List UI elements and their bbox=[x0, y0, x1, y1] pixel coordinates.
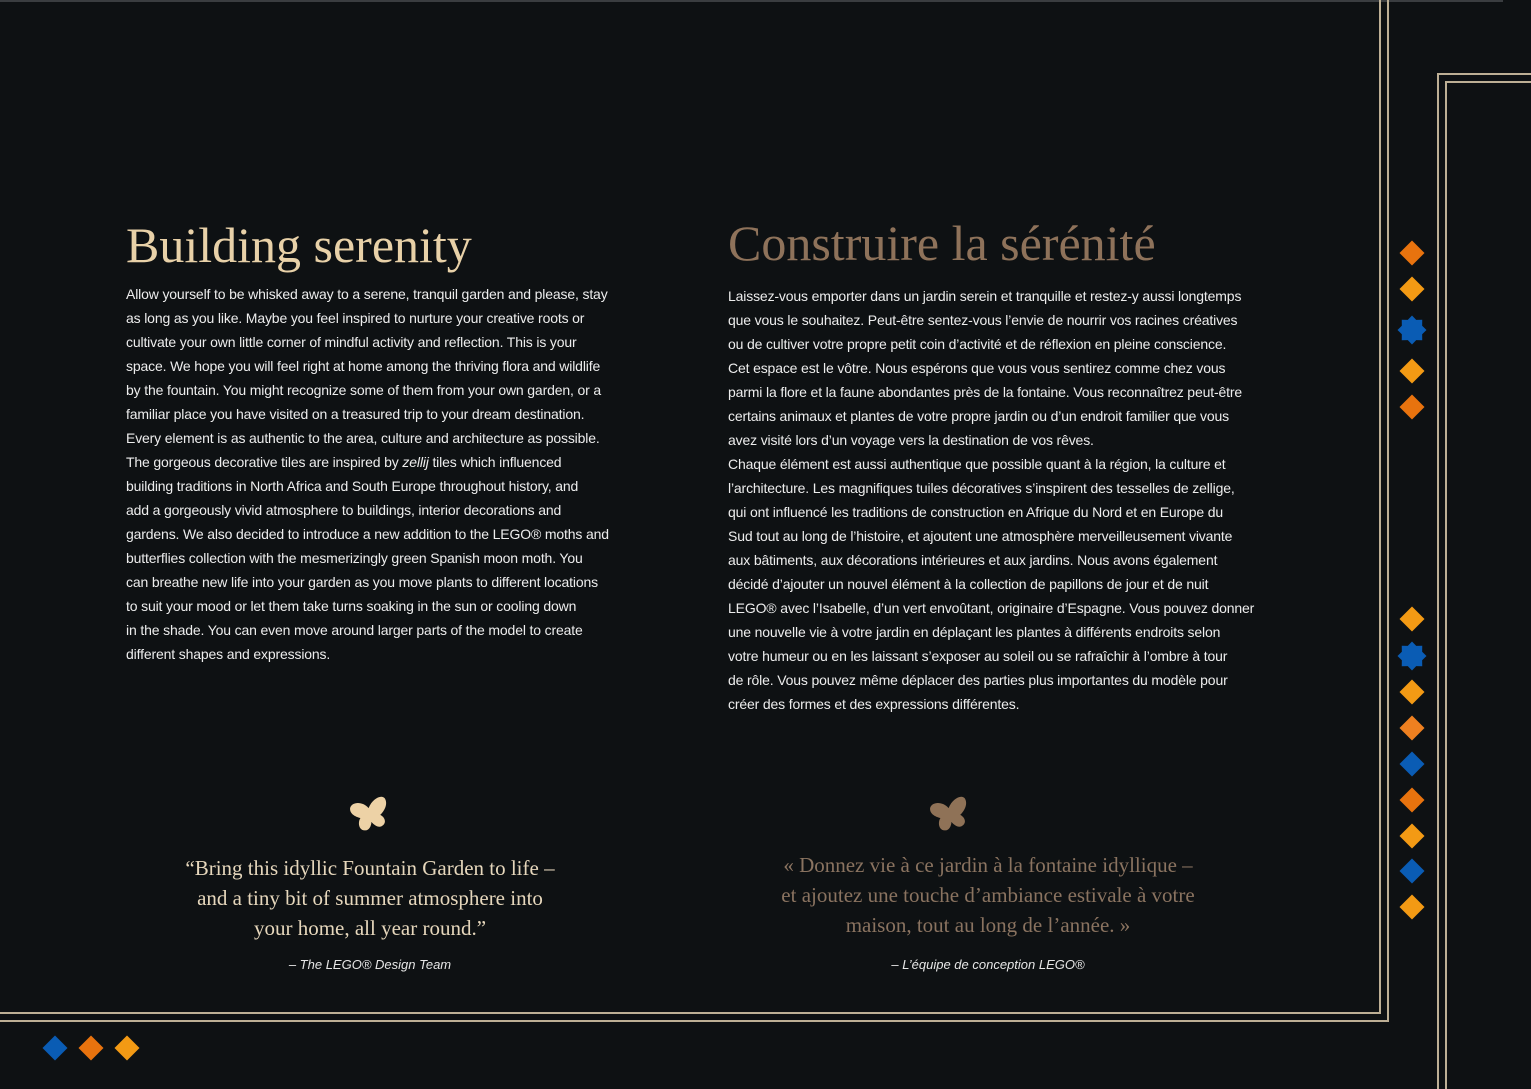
quote-attribution-english: – The LEGO® Design Team bbox=[288, 957, 452, 972]
diamond-icon bbox=[1397, 892, 1427, 922]
zellij-italic-term: zellij bbox=[402, 454, 429, 470]
diamond-icon bbox=[1397, 604, 1427, 634]
body-line: l’architecture. Les magnifiques tuiles décoratives s’inspirent des tesselles de zellige, bbox=[728, 480, 1235, 496]
heading-french: Construire la sérénité bbox=[728, 215, 1156, 271]
diamond-icon bbox=[1397, 274, 1427, 304]
diamond-icon bbox=[1397, 749, 1427, 779]
body-line: aux bâtiments, aux décorations intérieures et aux jardins. Nous avons également bbox=[728, 552, 1218, 568]
butterfly-icon bbox=[928, 795, 972, 835]
body-line: cultivate your own little corner of mindful activity and reflection. This is your bbox=[126, 334, 577, 350]
body-line: Cet espace est le vôtre. Nous espérons que vous vous sentirez comme chez vous bbox=[728, 360, 1226, 376]
quote-line: your home, all year round.” bbox=[253, 916, 487, 940]
diamond-icon bbox=[1397, 821, 1427, 851]
pull-quote-english bbox=[130, 853, 610, 943]
body-text-segment: tiles which influenced bbox=[428, 454, 562, 470]
star-icon bbox=[1397, 641, 1427, 671]
quote-line: and a tiny bit of summer atmosphere into bbox=[197, 886, 543, 910]
body-text-french bbox=[728, 284, 1254, 716]
quote-attribution-french: – L’équipe de conception LEGO® bbox=[891, 957, 1085, 972]
diamond-icon bbox=[112, 1033, 142, 1063]
diamond-icon bbox=[1397, 856, 1427, 886]
body-line: can breathe new life into your garden as you move plants to different locations bbox=[126, 574, 598, 590]
body-line: add a gorgeously vivid atmosphere to buildings, interior decorations and bbox=[126, 502, 562, 518]
heading-english: Building serenity bbox=[126, 217, 472, 273]
body-line: as long as you like. Maybe you feel inspired to nurture your creative roots or bbox=[126, 310, 585, 326]
body-line: to suit your mood or let them take turns soaking in the sun or cooling down bbox=[126, 598, 577, 614]
body-line: space. We hope you will feel right at home among the thriving flora and wildlife bbox=[126, 358, 601, 374]
body-line: Allow yourself to be whisked away to a serene, tranquil garden and please, stay bbox=[126, 286, 608, 302]
pull-quote-french bbox=[748, 850, 1228, 940]
quote-line: « Donnez vie à ce jardin à la fontaine idyllique – bbox=[783, 853, 1193, 877]
body-line: gardens. We also decided to introduce a new addition to the LEGO® moths and bbox=[126, 526, 609, 542]
body-line: different shapes and expressions. bbox=[126, 646, 331, 662]
body-line: Every element is as authentic to the area, culture and architecture as possible. bbox=[126, 430, 600, 446]
body-line: ou de cultiver votre propre petit coin d’activité et de réflexion en pleine conscience. bbox=[728, 336, 1227, 352]
body-line: Chaque élément est aussi authentique que possible quant à la région, la culture et bbox=[728, 456, 1226, 472]
side-panel-frame-inner-line bbox=[1445, 81, 1531, 1089]
butterfly-icon bbox=[348, 795, 392, 835]
body-line: by the fountain. You might recognize some of them from your own garden, or a bbox=[126, 382, 601, 398]
diamond-icon bbox=[40, 1033, 70, 1063]
body-line: Laissez-vous emporter dans un jardin serein et tranquille et restez-y aussi longtemps bbox=[728, 288, 1242, 304]
body-line: une nouvelle vie à votre jardin en déplaçant les plantes à différents endroits selon bbox=[728, 624, 1221, 640]
quote-line: “Bring this idyllic Fountain Garden to life – bbox=[185, 856, 555, 880]
quote-line: maison, tout au long de l’année. » bbox=[845, 913, 1131, 937]
body-line: créer des formes et des expressions différentes. bbox=[728, 696, 1020, 712]
quote-line: et ajoutez une touche d’ambiance estivale à votre bbox=[781, 883, 1195, 907]
body-line: familiar place you have visited on a treasured trip to your dream destination. bbox=[126, 406, 585, 422]
body-line: avez visité lors d’un voyage vers la destination de vos rêves. bbox=[728, 432, 1094, 448]
diamond-icon bbox=[1397, 785, 1427, 815]
body-line: décidé d’ajouter un nouvel élément à la collection de papillons de jour et de nuit bbox=[728, 576, 1209, 592]
body-text-english bbox=[126, 282, 609, 666]
body-line: butterflies collection with the mesmerizingly green Spanish moon moth. You bbox=[126, 550, 583, 566]
body-line: votre humeur ou en les laissant s’exposer au soleil ou se rafraîchir à l’ombre à tour bbox=[728, 648, 1228, 664]
diamond-icon bbox=[1397, 356, 1427, 386]
body-line: Sud tout au long de l’histoire, et ajoutent une atmosphère merveilleusement vivante bbox=[728, 528, 1233, 544]
body-line: de rôle. Vous pouvez même déplacer des parties plus importantes du modèle pour bbox=[728, 672, 1228, 688]
diamond-icon bbox=[1397, 713, 1427, 743]
diamond-icon bbox=[1397, 238, 1427, 268]
diamond-icon bbox=[76, 1033, 106, 1063]
body-line: qui ont influencé les traditions de construction en Afrique du Nord et en Europe du bbox=[728, 504, 1223, 520]
body-line: LEGO® avec l’Isabelle, d’un vert envoûtant, originaire d’Espagne. Vous pouvez donner bbox=[728, 600, 1255, 616]
body-line: in the shade. You can even move around larger parts of the model to create bbox=[126, 622, 583, 638]
star-icon bbox=[1397, 315, 1427, 345]
body-line bbox=[126, 450, 609, 474]
body-line: certains animaux et plantes de votre propre jardin ou d’un endroit familier que vous bbox=[728, 408, 1230, 424]
body-text-segment: The gorgeous decorative tiles are inspired by bbox=[126, 454, 403, 470]
body-line: parmi la flore et la faune abondantes près de la fontaine. Vous reconnaîtrez peut-être bbox=[728, 384, 1242, 400]
body-line: que vous le souhaitez. Peut-être sentez-vous l’envie de nourrir vos racines créatives bbox=[728, 312, 1238, 328]
diamond-icon bbox=[1397, 677, 1427, 707]
body-line: building traditions in North Africa and South Europe throughout history, and bbox=[126, 478, 579, 494]
diamond-icon bbox=[1397, 392, 1427, 422]
